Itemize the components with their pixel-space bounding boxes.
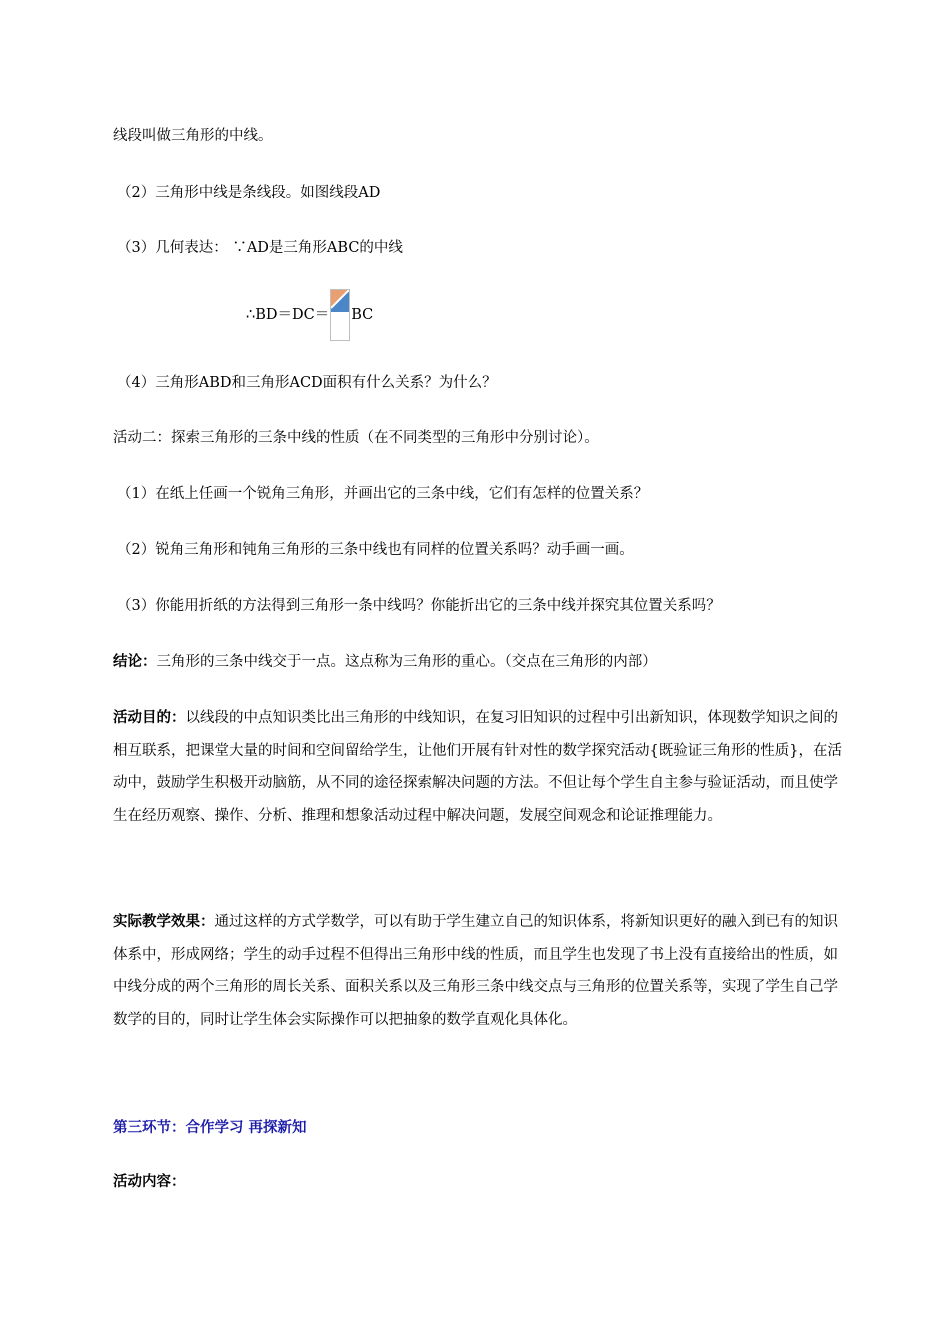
- text-line-question-1: （1）在纸上任画一个锐角三角形，并画出它的三条中线，它们有怎样的位置关系？: [117, 486, 649, 502]
- purpose-label: 活动目的：: [113, 709, 186, 726]
- text-line-bd-dc: [246, 289, 950, 341]
- text-line-median-segment: （2）三角形中线是条线段。如图线段AD: [117, 185, 381, 201]
- text-line-area-question: （4）三角形ABD和三角形ACD面积有什么关系？为什么？: [117, 375, 497, 391]
- text-line-geometric-expression: （3）几何表达： ∵AD是三角形ABC的中线: [117, 240, 403, 256]
- activity-purpose-paragraph: [113, 702, 845, 832]
- text-line-question-3: （3）你能用折纸的方法得到三角形一条中线吗？你能折出它的三条中线并探究其位置关系吗？: [117, 598, 721, 614]
- purpose-text: 以线段的中点知识类比出三角形的中线知识，在复习旧知识的过程中引出新知识，体现数学知识之间的相互联系，把课堂大量的时间和空间留给学生，让他们开展有针对性的数学探究活动{既验证三角形的性质}，在活动中，鼓励学生积极开动脑筋，从不同的途径探索解决问题的方法。不但让每个学生自主参与验证活动，而且使学生在经历观察、操作、分析、推理和想象活动过程中解决问题，发展空间观念和论证推理能力。: [113, 710, 842, 824]
- bc-text: BC: [351, 307, 374, 323]
- text-line-question-2: （2）锐角三角形和钝角三角形的三条中线也有同样的位置关系吗？动手画一画。: [117, 542, 634, 558]
- text-line-activity-two: 活动二：探索三角形的三条中线的性质（在不同类型的三角形中分别讨论）。: [113, 430, 599, 446]
- bd-dc-equation: ∴BD＝DC＝: [246, 307, 330, 323]
- effect-label: 实际教学效果：: [113, 913, 215, 930]
- effect-text: 通过这样的方式学数学，可以有助于学生建立自己的知识体系，将新知识更好的融入到已有的知识体系中，形成网络；学生的动手过程不但得出三角形中线的性质，而且学生也发现了书上没有直接给出的性质，如中线分成的两个三角形的周长关系、面积关系以及三角形三条中线交点与三角形的位置关系等，实现了学生自己学数学的目的，同时让学生体会实际操作可以把抽象的数学直观化具体化。: [113, 914, 838, 1028]
- conclusion-text: 三角形的三条中线交于一点。这点称为三角形的重心。（交点在三角形的内部）: [156, 654, 657, 670]
- conclusion-line: [113, 652, 843, 672]
- conclusion-label: 结论：: [113, 653, 157, 670]
- teaching-effect-paragraph: [113, 906, 845, 1036]
- activity-content-label: 活动内容：: [113, 1173, 186, 1190]
- section-heading: 第三环节：合作学习 再探新知: [113, 1119, 307, 1136]
- text-line-median-definition: 线段叫做三角形的中线。: [113, 128, 273, 144]
- half-fraction-image-icon: [330, 289, 350, 341]
